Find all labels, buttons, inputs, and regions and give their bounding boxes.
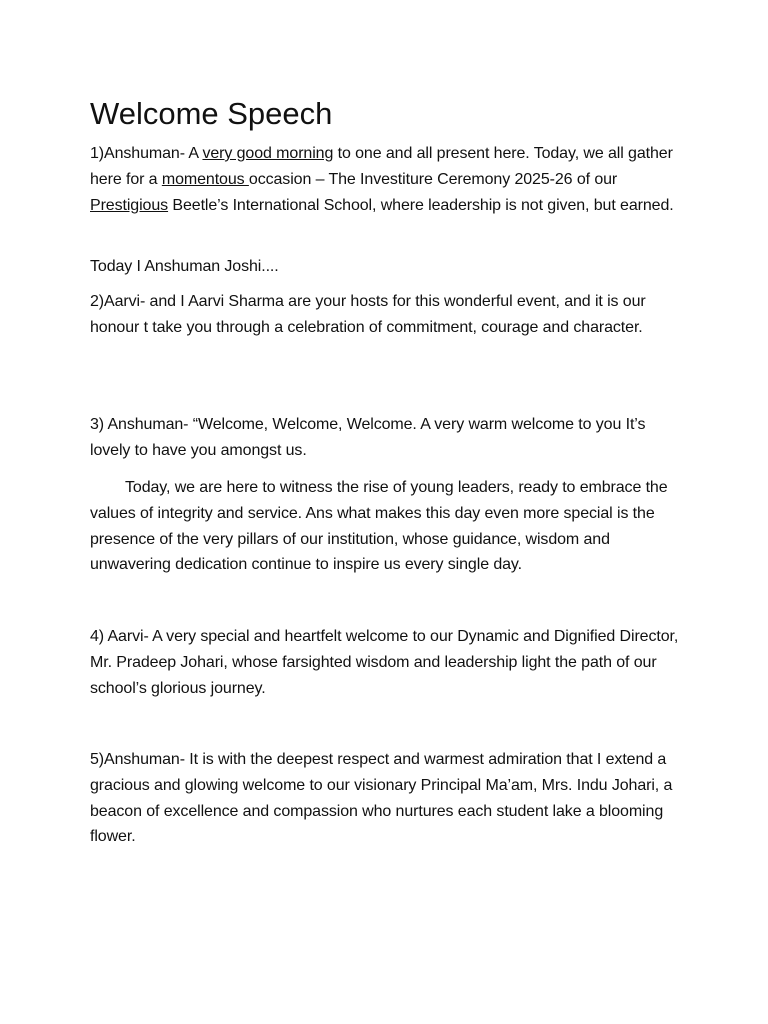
paragraph-5: Today, we are here to witness the rise of young leaders, ready to embrace the values of integrity and service. Ans what makes this day even more special is the presence of the very pillars of our institution, whose guidance, wisdom and unwavering dedication continue to inspire us every single day. (90, 479, 668, 574)
page-title: Welcome Speech (90, 96, 333, 131)
paragraph-4: 3) Anshuman- “Welcome, Welcome, Welcome. A very warm welcome to you It’s lovely to have you amongst us. (90, 416, 646, 459)
paragraph-1-text: to one and all present here. Today, we all gather here for a (90, 145, 678, 188)
paragraph-2: Today I Anshuman Joshi.... (90, 258, 279, 275)
underlined-word-prestigious: Prestigious (90, 196, 169, 214)
paragraph-7: 5)Anshuman- It is with the deepest respect and warmest admiration that I extend a gracious and glowing welcome to our visionary Principal Ma’am, Mrs. Indu Johari, a beacon of excellence and compassion who nurtures each student lake a blooming flower. (90, 751, 673, 846)
underlined-phrase-very-good-morning: very good morning (202, 145, 334, 162)
paragraph-1-text: occasion – The Investiture Ceremony 2025-26 of our (248, 170, 622, 188)
paragraph-6: 4) Aarvi- A very special and heartfelt welcome to our Dynamic and Dignified Director, Mr. Pradeep Johari, whose farsighted wisdom and leadership light the path of our school’s glorious journey. (90, 628, 679, 697)
underlined-word-momentous: momentous (161, 170, 249, 188)
paragraph-3: 2)Aarvi- and I Aarvi Sharma are your hosts for this wonderful event, and it is our honour t take you through a celebration of commitment, courage and character. (90, 293, 646, 336)
paragraph-1 (90, 141, 690, 218)
paragraph-1-text: Beetle’s International School, where leadership is not given, but earned. (168, 196, 674, 214)
paragraph-1-text: 1)Anshuman- A (90, 145, 203, 162)
